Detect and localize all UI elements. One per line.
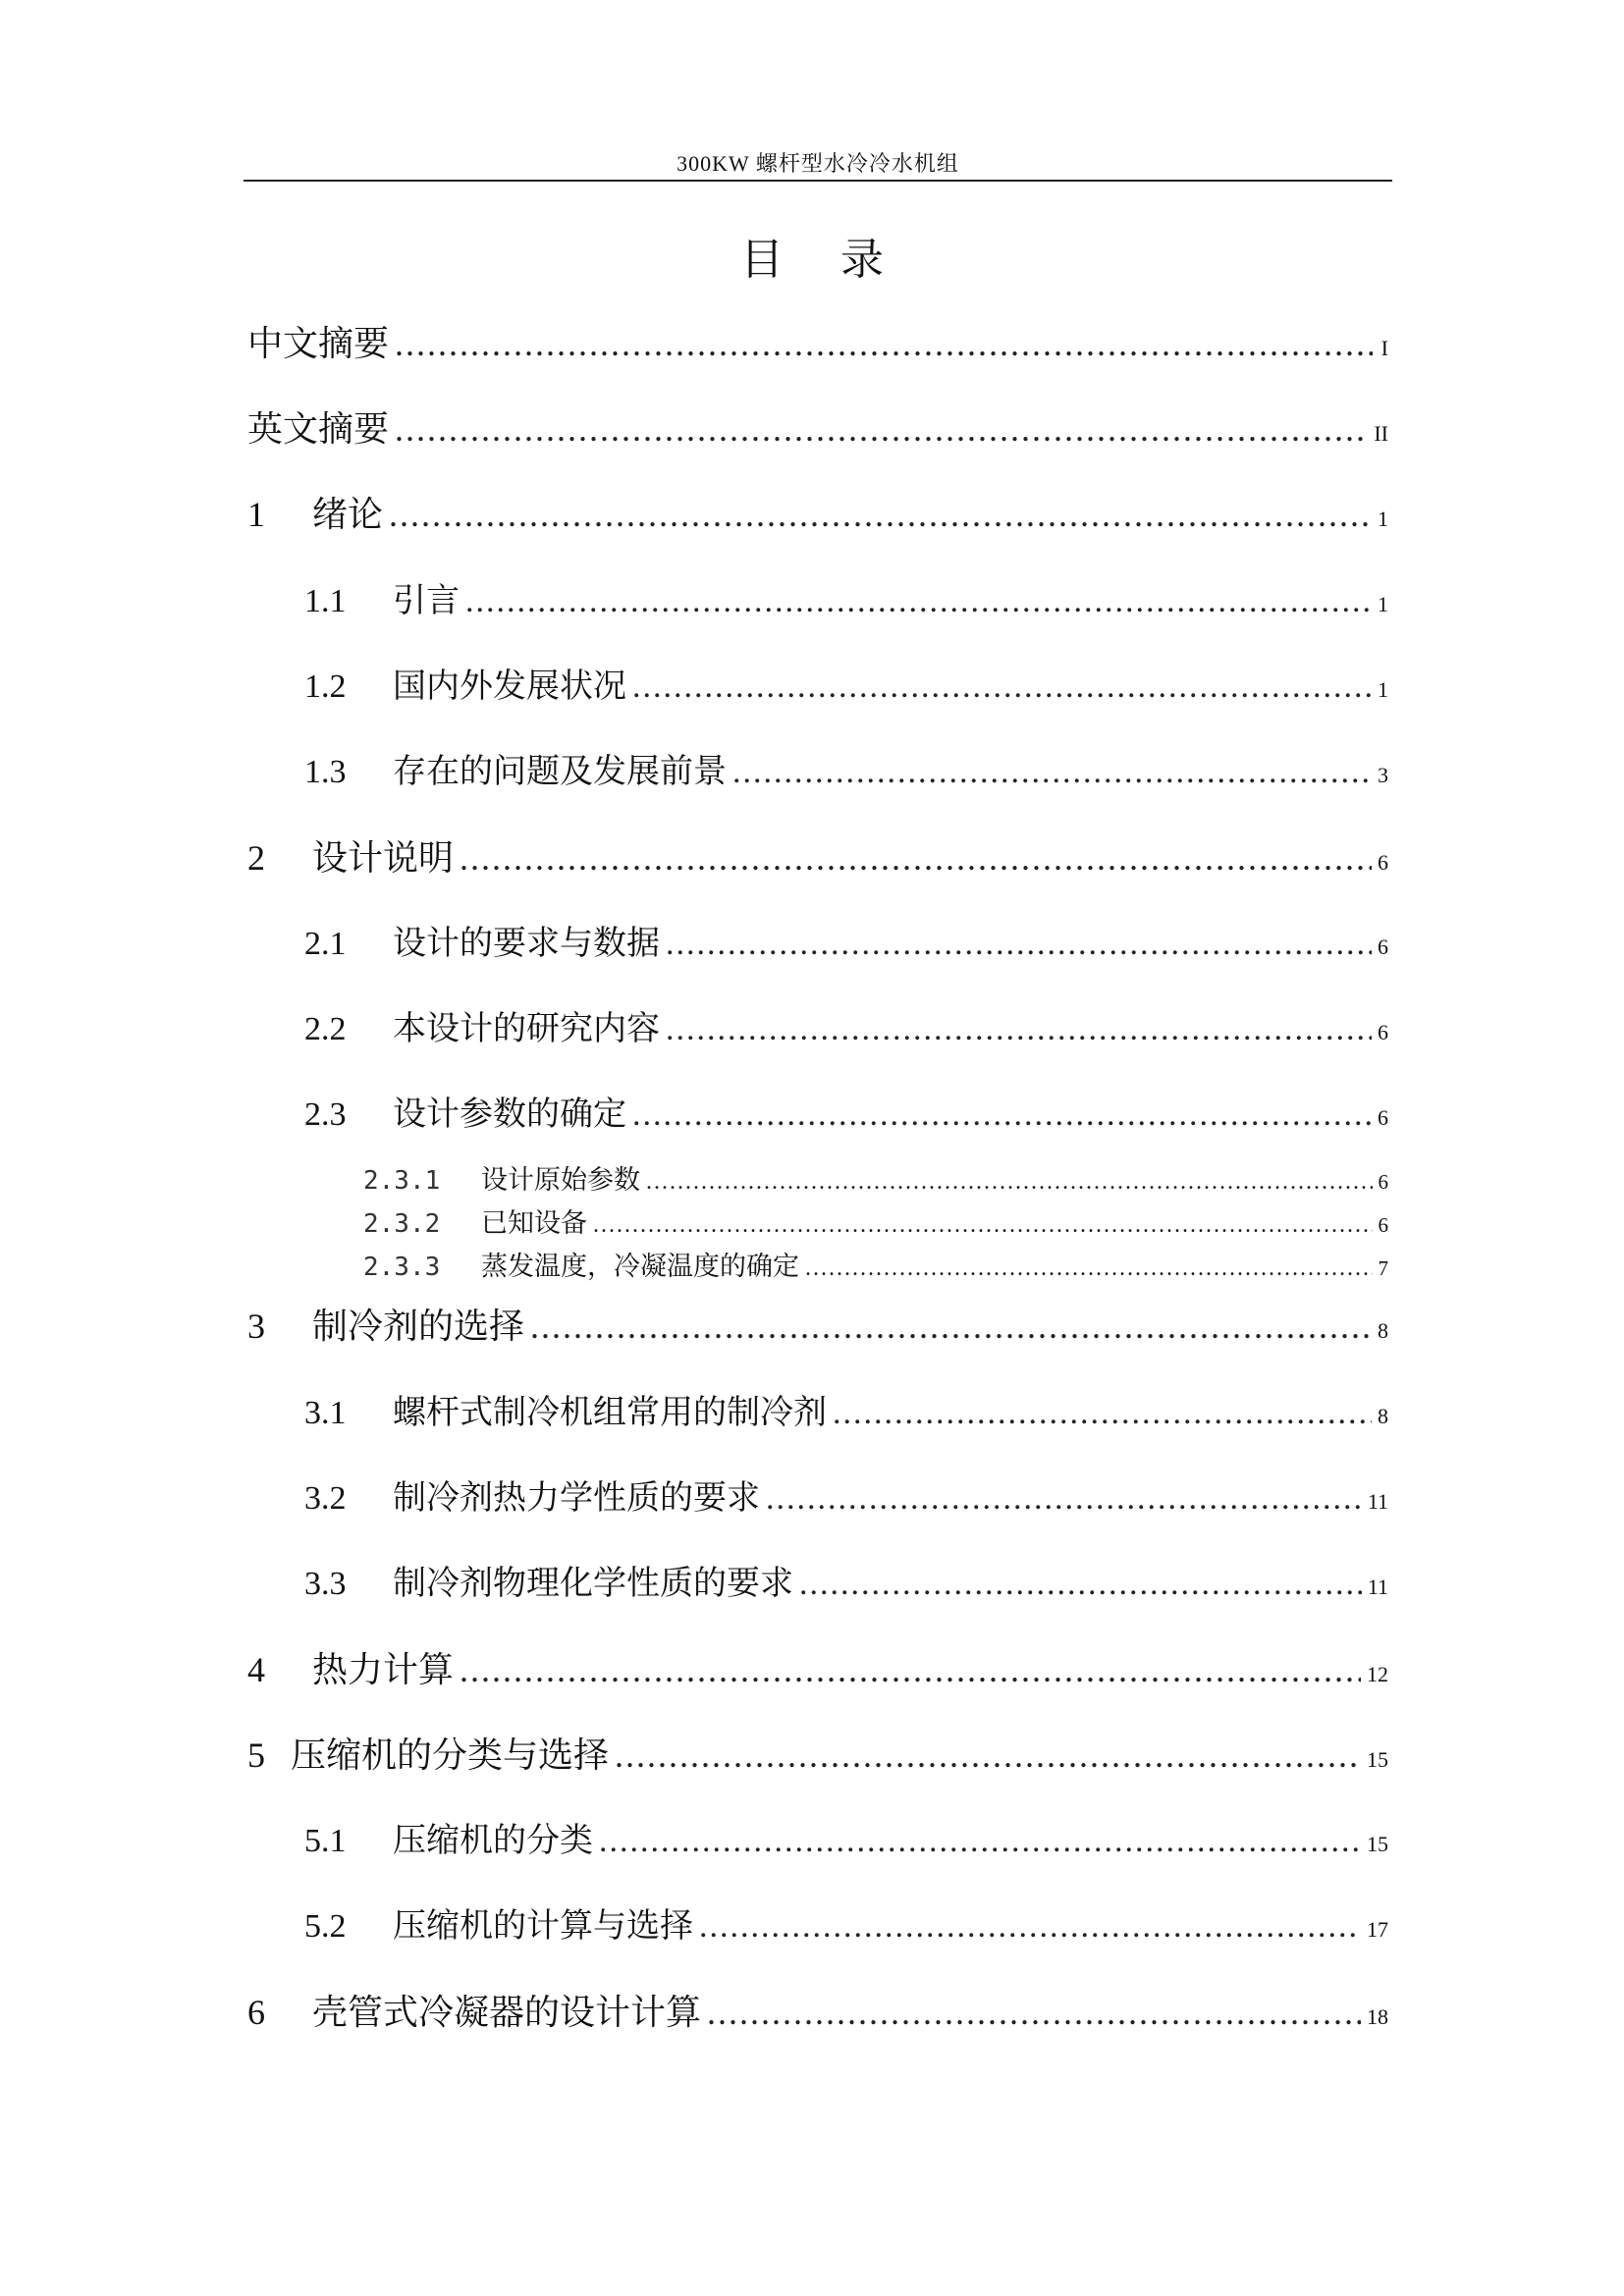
toc-leader [632,668,1372,706]
toc-entry-number: 2 [247,838,265,878]
toc-leader [707,1992,1361,2033]
toc-leader [460,837,1372,879]
toc-entry-label: 设计参数的确定 [393,1095,626,1134]
toc-entry-label: 蒸发温度，冷凝温度的确定 [481,1252,799,1282]
toc-leader [833,1395,1372,1432]
toc-entry-number: 2.3.2 [363,1209,441,1239]
toc-leader [599,1823,1361,1860]
toc-entry-label: 国内外发展状况 [393,667,626,706]
toc-entry-page: 18 [1367,2004,1388,2029]
header-rule [244,180,1392,182]
toc-entry-number: 5.2 [304,1908,347,1945]
toc-entry-number: 5 [247,1735,265,1775]
toc-entry-number: 1 [247,495,265,534]
toc-entry-page: 15 [1367,1832,1388,1856]
toc-entry-page: 6 [1378,1170,1388,1194]
toc-leader [732,754,1372,791]
toc-entry[interactable] [363,1201,1388,1240]
toc-entry-label: 设计的要求与数据 [393,924,660,963]
toc-entry-number: 3.2 [304,1480,347,1517]
toc-entry-label: 壳管式冷凝器的设计计算 [312,1993,702,2033]
running-header: 300KW 螺杆型水冷冷水机组 [677,151,959,176]
toc-entry[interactable] [304,1556,1388,1604]
toc-entry[interactable] [247,1299,1388,1349]
toc-leader [593,1212,1373,1239]
toc-leader [395,323,1373,364]
toc-entry[interactable] [304,1001,1388,1049]
toc-entry-page: 8 [1378,1318,1388,1343]
toc-entry-page: 15 [1367,1747,1388,1772]
toc-leader [666,1011,1372,1048]
toc-entry[interactable] [304,744,1388,792]
toc-entry[interactable] [304,1813,1388,1861]
toc-entry-page: 1 [1378,677,1388,702]
toc-entry[interactable] [304,1898,1388,1947]
toc-entry-page: 3 [1378,763,1388,787]
toc-entry-number: 4 [247,1650,265,1689]
toc-entry-page: I [1380,336,1388,360]
toc-entry-number: 3 [247,1307,265,1346]
toc-entry-page: 1 [1378,592,1388,616]
toc-entry-number: 3.1 [304,1395,347,1431]
toc-entry[interactable] [304,916,1388,964]
toc-entry-label: 英文摘要 [247,409,390,450]
toc-entry-label: 压缩机的分类 [393,1821,593,1860]
toc-entry-number: 2.2 [304,1011,347,1047]
toc-entry[interactable] [363,1245,1388,1283]
toc-entry-label: 制冷剂物理化学性质的要求 [393,1564,793,1603]
toc-entry[interactable] [304,1087,1388,1135]
toc-leader [389,494,1372,535]
toc-entry-label: 设计原始参数 [481,1165,640,1196]
toc-entry[interactable] [247,1985,1388,2035]
toc-entry-number: 5.1 [304,1823,347,1859]
toc-leader [666,926,1372,963]
toc-entry[interactable] [304,659,1388,707]
toc-entry-number: 2.1 [304,926,347,962]
toc-entry-number: 1.2 [304,668,347,705]
toc-leader [530,1306,1372,1347]
toc-entry-page: 17 [1367,1917,1388,1942]
toc-entry-page: 6 [1378,1020,1388,1044]
toc-entry-number: 6 [247,1993,265,2032]
toc-entry-page: 11 [1367,1575,1388,1599]
toc-leader [799,1566,1362,1603]
toc-leader [766,1480,1362,1518]
toc-entry-number: 2.3.3 [363,1253,441,1282]
toc-entry-label: 中文摘要 [247,324,390,364]
toc-entry-page: 6 [1378,1213,1388,1237]
toc-entry-label: 热力计算 [312,1650,455,1690]
toc-entry[interactable] [247,401,1388,452]
toc-entry-page: 12 [1367,1662,1388,1686]
toc-entry-page: II [1374,421,1388,446]
toc-entry-label: 压缩机的计算与选择 [393,1906,693,1946]
toc-entry-page: 11 [1367,1489,1388,1514]
toc-entry-label: 存在的问题及发展前景 [393,752,727,791]
toc-entry-label: 已知设备 [481,1208,587,1239]
toc-leader [615,1735,1361,1776]
toc-entry-page: 6 [1378,1105,1388,1130]
toc-entry-label: 制冷剂的选择 [312,1307,525,1347]
toc-entry-page: 6 [1378,850,1388,875]
toc-entry[interactable] [247,830,1388,881]
toc-leader [699,1908,1361,1946]
toc-entry-page: 7 [1378,1256,1388,1280]
toc-entry[interactable] [304,1385,1388,1433]
toc-entry-label: 设计说明 [312,838,455,879]
toc-entry[interactable] [247,487,1388,537]
toc-leader [632,1096,1372,1134]
toc-entry[interactable] [304,1470,1388,1519]
toc-entry-page: 6 [1378,934,1388,959]
toc-entry-page: 8 [1378,1404,1388,1428]
toc-title: 目 录 [740,235,905,285]
toc-leader [460,1649,1361,1690]
toc-leader [805,1255,1373,1282]
toc-entry-label: 引言 [393,581,460,620]
toc-entry-number: 1.3 [304,754,347,790]
toc-entry-label: 绪论 [312,495,384,535]
toc-entry[interactable] [363,1158,1388,1197]
toc-leader [395,408,1368,450]
toc-entry[interactable] [247,316,1388,366]
toc-entry-label: 螺杆式制冷机组常用的制冷剂 [393,1393,827,1432]
toc-entry-label: 制冷剂热力学性质的要求 [393,1478,760,1518]
toc-entry[interactable] [247,1642,1388,1692]
toc-leader [465,583,1372,620]
toc-entry-number: 1.1 [304,583,347,619]
toc-entry-page: 1 [1378,507,1388,531]
toc-entry-label: 压缩机的分类与选择 [291,1735,610,1776]
toc-entry[interactable] [247,1728,1388,1778]
toc-entry-label: 本设计的研究内容 [393,1009,660,1048]
toc-leader [646,1169,1373,1196]
toc-entry[interactable] [304,573,1388,621]
toc-entry-number: 2.3 [304,1096,347,1133]
toc-entry-number: 3.3 [304,1566,347,1602]
toc-entry-number: 2.3.1 [363,1166,441,1196]
